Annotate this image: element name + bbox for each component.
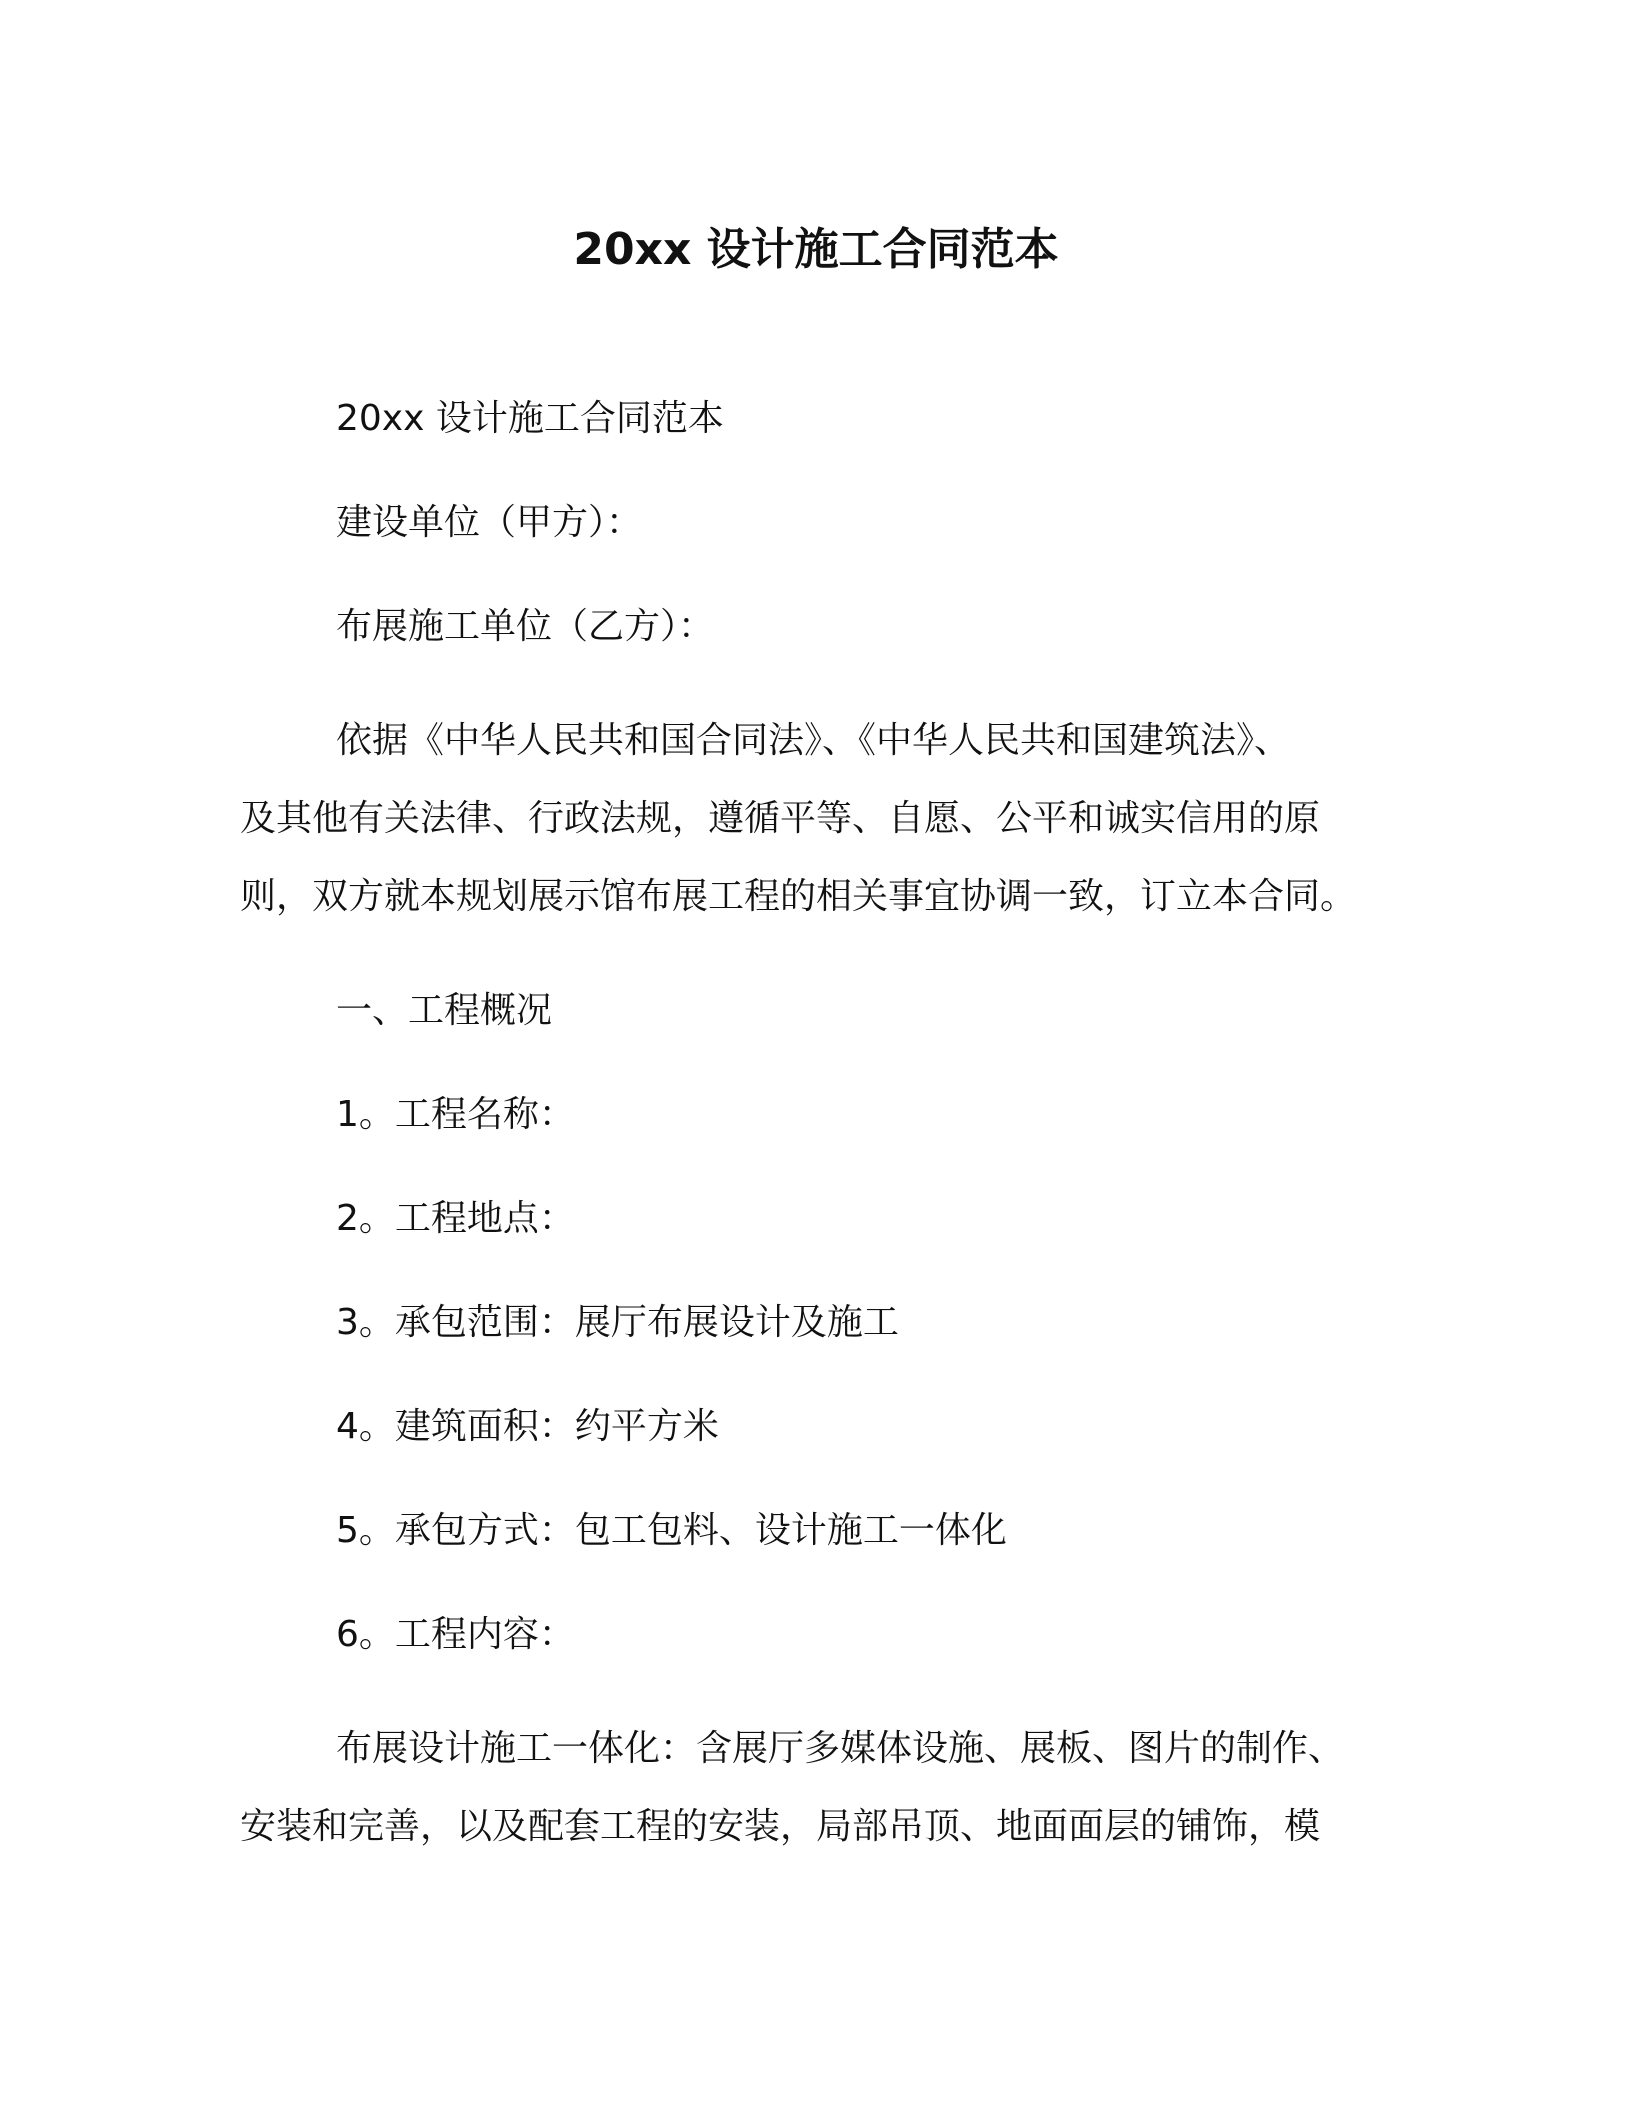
item-project-location: 2。工程地点： [336,1198,575,1239]
content-paragraph [240,1710,1390,1866]
document-body [240,390,1390,1912]
preamble-paragraph [240,702,1390,936]
party-a-label: 建设单位（甲方）： [336,502,643,543]
item-building-area: 4。建筑面积：约平方米 [336,1406,719,1447]
preamble-line-1: 依据《中华人民共和国合同法》、《中华人民共和国建筑法》、 [336,720,1291,761]
content-line-1: 布展设计施工一体化：含展厅多媒体设施、展板、图片的制作、 [336,1728,1345,1769]
item-contract-method: 5。承包方式：包工包料、设计施工一体化 [336,1510,1007,1551]
preamble-line-2: 及其他有关法律、行政法规，遵循平等、自愿、公平和诚实信用的原 [240,798,1321,839]
document-subtitle: 20xx 设计施工合同范本 [336,398,724,439]
item-project-content: 6。工程内容： [336,1614,575,1655]
preamble-line-3: 则，双方就本规划展示馆布展工程的相关事宜协调一致，订立本合同。 [240,876,1357,917]
section-heading-overview: 一、工程概况 [336,990,553,1031]
item-contract-scope: 3。承包范围：展厅布展设计及施工 [336,1302,899,1343]
item-project-name: 1。工程名称： [336,1094,575,1135]
content-line-2: 安装和完善，以及配套工程的安装，局部吊顶、地面面层的铺饰，模 [240,1806,1321,1847]
document-title: 20xx 设计施工合同范本 [573,224,1059,275]
party-b-label: 布展施工单位（乙方）： [336,606,715,647]
